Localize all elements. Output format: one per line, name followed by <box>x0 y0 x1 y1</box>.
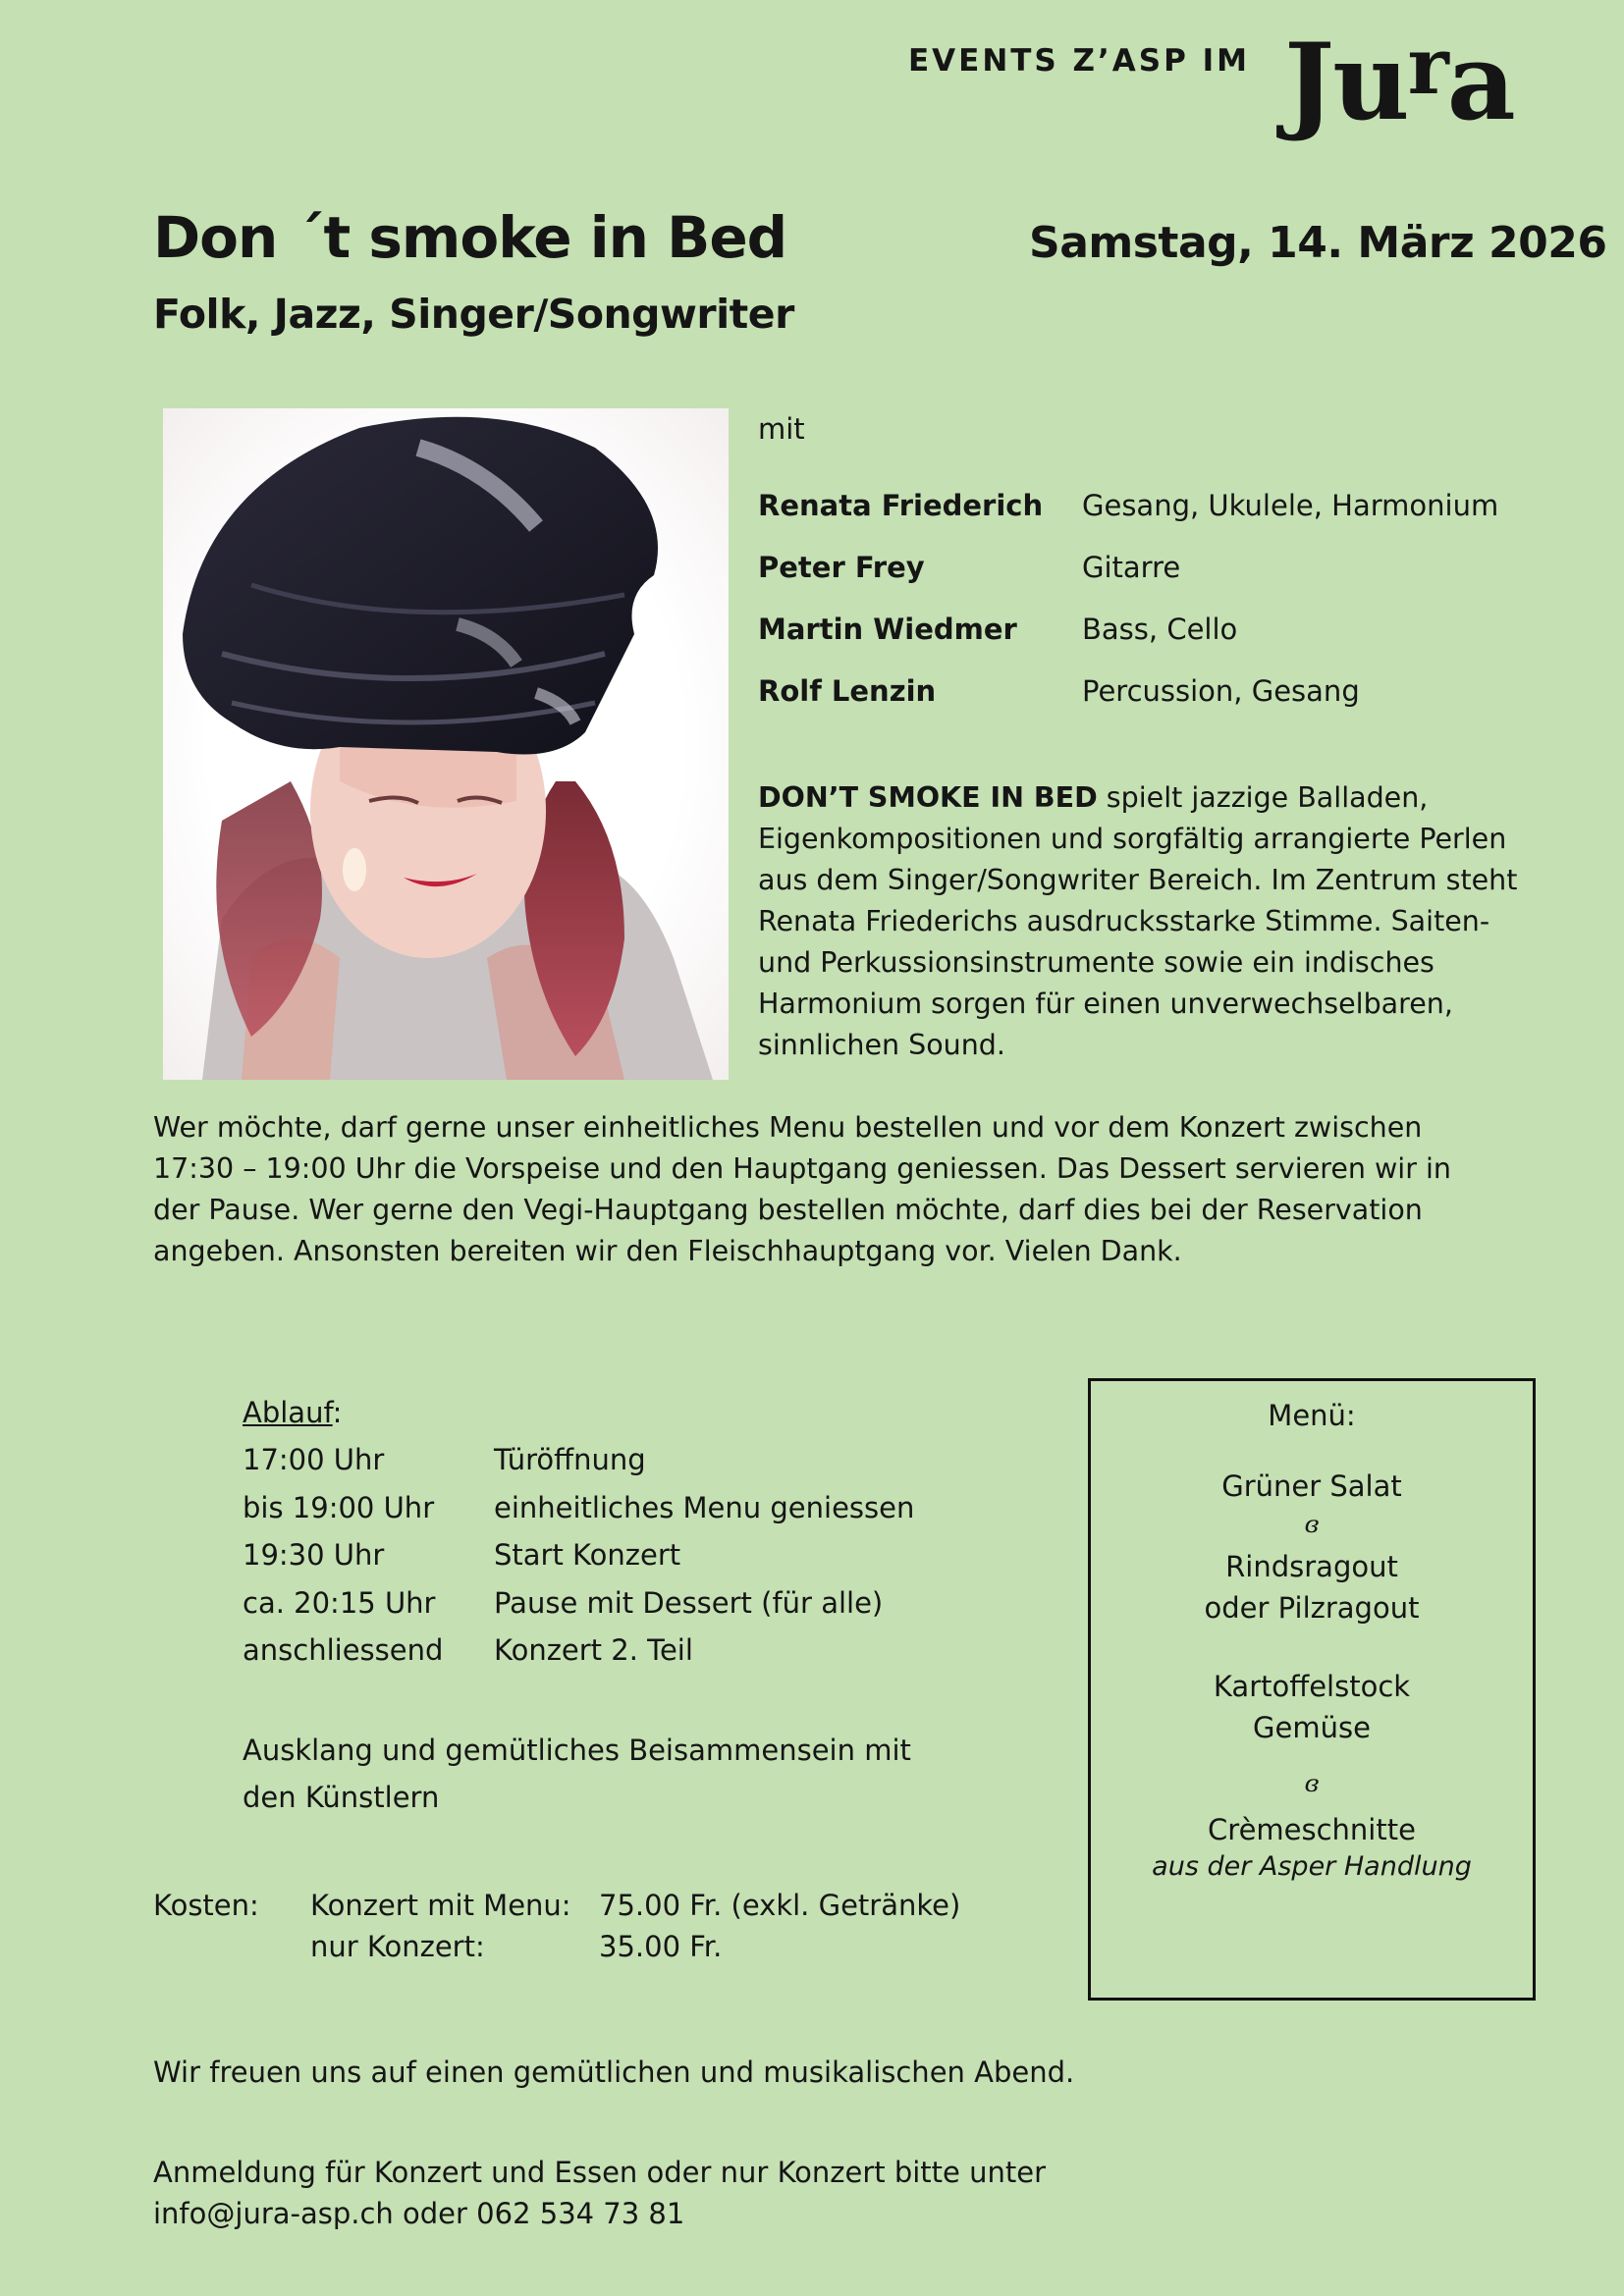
schedule-activity: einheitliches Menu geniessen <box>494 1490 915 1524</box>
schedule-row <box>243 1491 969 1539</box>
musician-role: Gesang, Ukulele, Harmonium <box>1082 489 1499 522</box>
cost-option-name: Konzert mit Menu: <box>310 1889 571 1922</box>
schedule-time: ca. 20:15 Uhr <box>243 1585 436 1620</box>
lineup-row <box>758 674 1563 736</box>
musician-name: Martin Wiedmer <box>758 613 1017 646</box>
schedule-time: anschliessend <box>243 1633 444 1667</box>
schedule-row <box>243 1633 969 1682</box>
closing-greeting: Wir freuen uns auf einen gemütlichen und musikalischen Abend. <box>153 2056 1075 2089</box>
event-title: Don ´t smoke in Bed <box>153 204 787 271</box>
event-date: Samstag, 14. März 2026 <box>1029 218 1607 268</box>
schedule-activity: Start Konzert <box>494 1538 681 1572</box>
menu-dessert: Crèmeschnitte <box>1208 1813 1416 1846</box>
musician-role: Gitarre <box>1082 551 1181 584</box>
schedule-closing: Ausklang und gemütliches Beisammensein mit den Künstlern <box>243 1733 911 1814</box>
event-genre: Folk, Jazz, Singer/Songwriter <box>153 291 794 338</box>
band-name: DON’T SMOKE IN BED <box>758 781 1098 814</box>
lineup-list <box>758 489 1563 736</box>
schedule-activity: Türöffnung <box>494 1443 646 1476</box>
menu-ornament-icon: ɞ <box>1304 1511 1320 1538</box>
schedule <box>243 1396 969 1821</box>
schedule-activity: Pause mit Dessert (für alle) <box>494 1585 884 1620</box>
registration-info <box>153 2152 1331 2234</box>
menu-heading: Menü: <box>1268 1399 1356 1432</box>
costs <box>153 1889 960 1971</box>
musician-role: Bass, Cello <box>1082 613 1238 646</box>
musician-role: Percussion, Gesang <box>1082 674 1360 708</box>
registration-contact: info@jura-asp.ch oder 062 534 73 81 <box>153 2197 685 2230</box>
events-kicker: EVENTS Z’ASP IM <box>908 43 1251 79</box>
lineup-intro: mit <box>758 412 805 446</box>
schedule-time: 17:00 Uhr <box>243 1443 385 1476</box>
musician-name: Rolf Lenzin <box>758 674 937 708</box>
menu-main: Rindsragout <box>1225 1550 1398 1583</box>
schedule-time: bis 19:00 Uhr <box>243 1490 435 1524</box>
menu-dessert-note: aus der Asper Handlung <box>1152 1851 1472 1882</box>
musician-name: Peter Frey <box>758 551 925 584</box>
description-text: spielt jazzige Balladen, Eigenkompositionen und sorgfältig arrangierte Perlen aus dem Singer/Songwriter Bereich. Im Zentrum steht Renata Friederichs ausdrucksstarke Stimme. Saiten- und Perkussionsinstrumente sowie ein indisches Harmonium sorgen für einen unverwechselbaren, sinnlichen Sound. <box>758 781 1518 1061</box>
schedule-row <box>243 1586 969 1634</box>
schedule-activity: Konzert 2. Teil <box>494 1633 693 1667</box>
musician-name: Renata Friederich <box>758 489 1044 522</box>
menu-ornament-icon: ɞ <box>1304 1770 1320 1797</box>
schedule-row <box>243 1538 969 1586</box>
lineup-row <box>758 489 1563 551</box>
menu-main-alt: oder Pilzragout <box>1204 1591 1420 1625</box>
dinner-info: Wer möchte, darf gerne unser einheitliches Menu bestellen und vor dem Konzert zwischen 17:30 – 19:00 Uhr die Vorspeise und den Hauptgang geniessen. Das Dessert servieren wir in der Pause. Wer gerne den Vegi-Hauptgang bestellen möchte, darf dies bei der Reservation angeben. Ansonsten bereiten wir den Fleischhauptgang vor. Vielen Dank. <box>153 1111 1451 1267</box>
cost-option-price: 75.00 Fr. (exkl. Getränke) <box>599 1889 961 1922</box>
menu-box <box>1088 1378 1536 2001</box>
schedule-time: 19:30 Uhr <box>243 1538 385 1572</box>
cost-row <box>153 1889 960 1930</box>
lineup-row <box>758 613 1563 674</box>
menu-side-2: Gemüse <box>1253 1711 1371 1744</box>
schedule-row <box>243 1443 969 1491</box>
costs-label: Kosten: <box>153 1889 259 1922</box>
cost-row <box>153 1930 960 1971</box>
cost-option-price: 35.00 Fr. <box>599 1930 723 1963</box>
menu-starter: Grüner Salat <box>1221 1469 1402 1503</box>
schedule-heading: Ablauf <box>243 1396 333 1429</box>
lineup-row <box>758 551 1563 613</box>
cost-option-name: nur Konzert: <box>310 1930 485 1963</box>
menu-side: Kartoffelstock <box>1213 1670 1411 1703</box>
band-description <box>758 777 1524 1066</box>
schedule-heading-colon: : <box>332 1396 343 1429</box>
registration-line: Anmeldung für Konzert und Essen oder nur Konzert bitte unter <box>153 2156 1046 2189</box>
jura-logo: Jura <box>1284 20 1514 144</box>
singer-photo <box>163 408 729 1080</box>
